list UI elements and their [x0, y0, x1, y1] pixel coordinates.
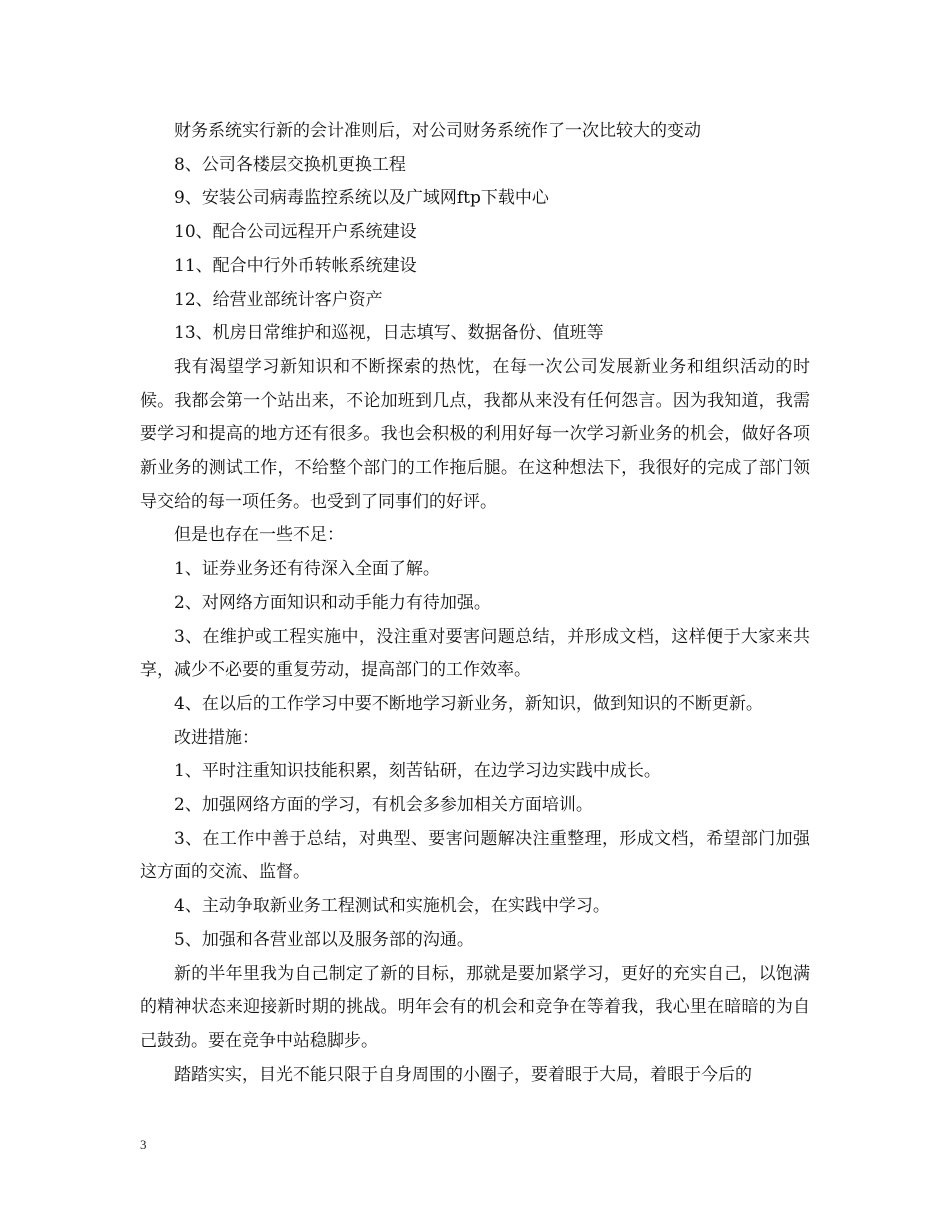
list-item: 10、配合公司远程开户系统建设	[174, 222, 417, 243]
list-item: 4、在以后的工作学习中要不断地学习新业务，新知识，做到知识的不断更新。	[174, 693, 763, 714]
section-heading: 改进措施：	[174, 727, 259, 748]
list-item: 3、在工作中善于总结，对典型、要害问题解决注重整理，形成文档，希望部门加强这方面的交流、监督。	[140, 828, 810, 883]
list-item: 13、机房日常维护和巡视，日志填写、数据备份、值班等	[174, 323, 604, 344]
list-item: 3、在维护或工程实施中，没注重对要害问题总结，并形成文档，这样便于大家来共享，减少不必要的重复劳动，提高部门的工作效率。	[140, 626, 810, 681]
list-item: 2、对网络方面知识和动手能力有待加强。	[174, 592, 491, 613]
paragraph: 财务系统实行新的会计准则后，对公司财务系统作了一次比较大的变动	[174, 121, 701, 141]
section-heading: 但是也存在一些不足：	[174, 525, 344, 546]
list-item: 2、加强网络方面的学习，有机会多参加相关方面培训。	[174, 795, 593, 816]
page-number: 3	[140, 1137, 147, 1152]
list-item: 9、安装公司病毒监控系统以及广域网ftp下载中心	[174, 188, 549, 209]
list-item: 12、给营业部统计客户资产	[174, 289, 383, 310]
document-body	[140, 115, 810, 1092]
list-item: 8、公司各楼层交换机更换工程	[174, 154, 406, 175]
list-item: 11、配合中行外币转帐系统建设	[174, 255, 417, 276]
paragraph: 我有渴望学习新知识和不断探索的热忱，在每一次公司发展新业务和组织活动的时候。我都会第一个站出来，不论加班到几点，我都从来没有任何怨言。因为我知道，我需要学习和提高的地方还有很多。我也会积极的利用好每一次学习新业务的机会，做好各项新业务的测试工作，不给整个部门的工作拖后腿。在这种想法下，我很好的完成了部门领导交给的每一项任务。也受到了同事们的好评。	[140, 356, 810, 512]
paragraph: 新的半年里我为自己制定了新的目标，那就是要加紧学习，更好的充实自己，以饱满的精神状态来迎接新时期的挑战。明年会有的机会和竞争在等着我，我心里在暗暗的为自己鼓劲。要在竞争中站稳脚步。	[140, 963, 810, 1051]
list-item: 5、加强和各营业部以及服务部的沟通。	[174, 929, 474, 950]
list-item: 1、证券业务还有待深入全面了解。	[174, 559, 440, 580]
list-item: 4、主动争取新业务工程测试和实施机会，在实践中学习。	[174, 896, 610, 917]
paragraph: 踏踏实实，目光不能只限于自身周围的小圈子，要着眼于大局，着眼于今后的	[174, 1064, 752, 1085]
list-item: 1、平时注重知识技能积累，刻苦钻研，在边学习边实践中成长。	[174, 761, 661, 782]
